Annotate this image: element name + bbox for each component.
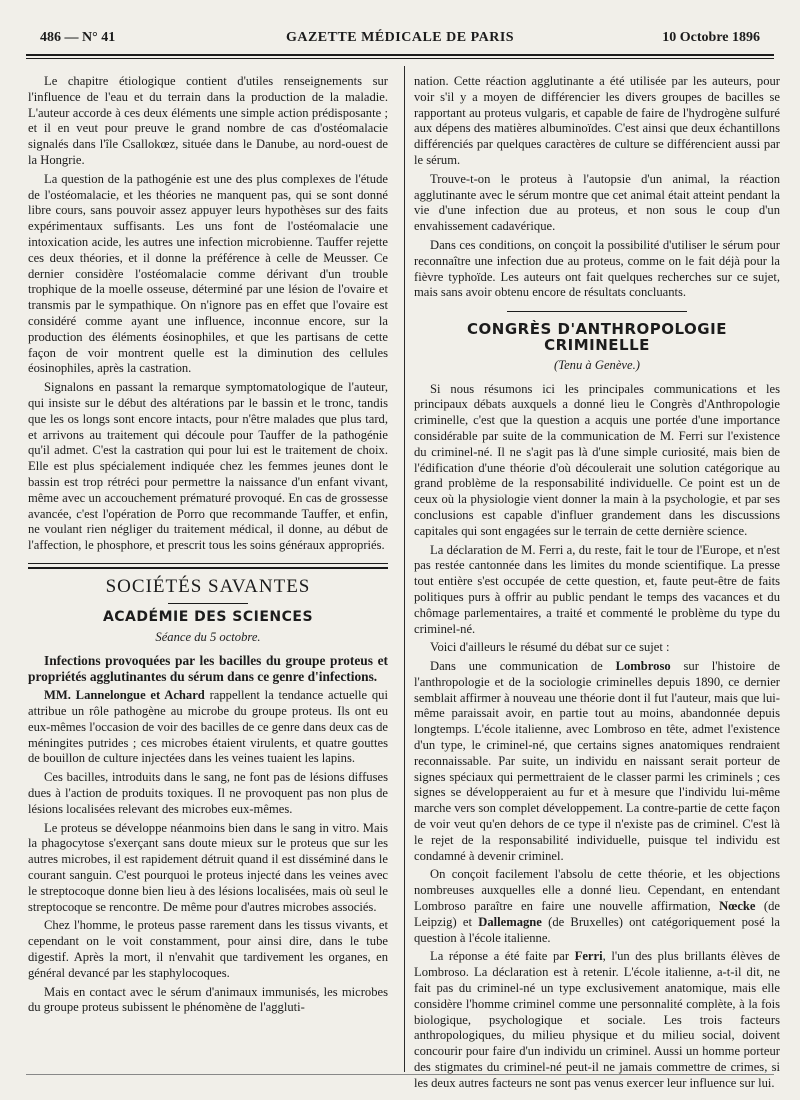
author-name: Nœcke [719,899,756,914]
issue-date: 10 Octobre 1896 [662,30,760,45]
paragraph: Chez l'homme, le proteus passe rarement dans les tissus vivants, et cependant on le voit constamment, pour ainsi dire, dans le tube digestif. Après la mort, il n'envahit que tardivement les organes, en général devancé par les staphylocoques. [28,918,388,980]
footer-rule [26,1074,774,1075]
session-date: Séance du 5 octobre. [155,629,261,644]
author-name: Lombroso [615,659,671,674]
section-rule-thick [28,567,388,569]
congress-place [414,358,780,374]
paragraph: Si nous résumons ici les principales communications et les principaux débats auxquels a donné lieu le Congrès d'Anthropologie criminelle, c'est que la question a acquis une portée d'une importance considérable par suite de la communication de M. Ferri sur l'existence du criminel-né. Il ne s'agit pas là d'une simple curiosité, mais bien de l'édification d'une théorie d'où découlerait une solution catégorique au grand problème de la responsabilité individuelle. Ce point est un de ceux où la physiologie vient donner la main à la psychologie, et par ses conclusions est capable d'influer grandement dans les discussions capitales qui sont engagées sur le terrain de cette dernière science. [414,381,780,538]
paragraph-text: On conçoit facilement l'absolu de cette théorie, et les objections nombreuses auxquelles elle a donné lieu. Cependant, en entendant Lombroso paraître en faire une nouvelle affirmation, [414,867,780,914]
paragraph: Ces bacilles, introduits dans le sang, ne font pas de lésions diffuses dues à l'action de produits toxiques. Il ne provoquent pas non plus de lésions localisées relevant des microbes eux-mêmes. [28,770,388,816]
paragraph [414,659,780,864]
paragraph: Voici d'ailleurs le résumé du débat sur ce sujet : [430,640,670,655]
article-title: Infections provoquées par les bacilles du groupe proteus et propriétés agglutinantes du sérum dans ce genre d'infections. [28,653,388,685]
paragraph: Le proteus se développe néanmoins bien dans le sang in vitro. Mais la phagocytose s'exerçant sans doute mieux sur le proteus que sur les autres microbes, il est rapidement détruit quand il est disséminé dans le courant sanguin. C'est pourquoi le proteus injecté dans les veines avec le streptocoque donne bien lieu à des lésions localisées, mais où seul le streptocoque se rencontre. De même pour d'autres microbes associés. [28,820,388,914]
paragraph-text: Dans une communication de [430,659,603,674]
congress-place-text: (Tenu à Genève.) [554,357,640,372]
paragraph-text: La réponse a été faite par [430,949,570,964]
paragraph [28,688,388,767]
author-name: Ferri [574,949,603,964]
paragraph-text: sur l'histoire de l'anthropologie et de la sociologie criminelles depuis 1890, ce dernier semblait affirmer à nouveau une théorie dont il fut l'auteur, mais que lui-même paraissait avoir, en partie tout au moins, abandonnée depuis longtemps. L'école italienne, avec Lombroso en tête, admet l'existence d'un type, le criminel-né, que certains signes anatomiques rendraient reconnaissable. Par suite, un individu en naissant serait porteur de signes spéciaux qui permettraient de le classer parmi les criminels ; ces signes se développeraient au fur et à mesure que l'individu lui-même marche vers son complet développement. La contre-partie de cette façon de voir veut qu'en dehors de ce type il n'existe pas de criminel. C'est là le rejet de la responsabilité individuelle, puisque tel individu est condamné à devenir criminel. [414,659,780,863]
paragraph-text: , l'un des plus brillants élèves de Lombroso. La déclaration est à retenir. L'école italienne, a-t-il dit, ne fait pas du criminel-né un type exclusivement anatomique, mais elle considère l'homme criminel comme une personnalité complète, à la fois biologique, psychologique et sociale. Les trois facteurs anthropologiques, du milieu physique et du milieu social, doivent concourir pour faire d'un individu un criminel. Aussi un homme porteur des stigmates du criminel-né peut-il ne jamais commettre de crimes, si les deux autres facteurs ne sont pas venus exercer leur influence sur lui. [414,949,780,1090]
paragraph-text: rappellent la tendance actuelle qui attribue un rôle pathogène au microbe du groupe proteus. Ils ont eu eux-mêmes l'occasion de voir des bacilles de ce genre dans deux cas de méningites putrides ; ces microbes étaient virulents, et quatre gouttes de bouillon de culture injectées dans les veines tuaient les lapins. [28,688,388,766]
paragraph [414,867,780,946]
short-rule [168,603,248,604]
paragraph: Signalons en passant la remarque symptomatologique de l'auteur, qui insiste sur le début des altérations par le bassin et le tronc, tandis que les os longs sont encore intacts, pour n'être malades que plus tard, et arrivons au traitement qui découle pour Tauffer de la pathogénie qu'il admet. C'est la castration qui pour lui est le traitement de choix. Elle est plus spécialement indiquée chez les femmes jeunes dont le bassin est trop rétréci pour permettre la naissance d'un enfant vivant, même avec un accouchement prématuré provoqué. En cas de grossesse avancée, c'est l'opération de Porro que recommande Tauffer, et enfin, ne voulant rien négliger du traitement médical, il donne, au début de l'affection, le phosphore, et prescrit tous les soins généraux appropriés. [28,380,388,553]
paragraph-text: (de Bruxelles) ont catégoriquement posé la question à l'école italienne. [414,914,780,945]
left-column [28,74,388,1019]
paragraph-text: (de Leipzig) et [414,899,780,929]
paragraph: La déclaration de M. Ferri a, du reste, fait le tour de l'Europe, et n'est pas restée cantonnée dans les limites du monde scientifique. La presse tout entière s'est occupée de cette question, et, faute peut-être de faits politiques purs à offrir au public pendant le temps des vacances et du chômage parlementaires, a traité et commenté le problème du type du criminel-né. [414,542,780,636]
paragraph: Mais en contact avec le sérum d'animaux immunisés, les microbes du groupe proteus subissent le phénomène de l'aggluti- [28,984,388,1015]
header-rule [26,54,774,56]
section-rule [28,563,388,564]
paragraph: Dans ces conditions, on conçoit la possibilité d'utiliser le sérum pour reconnaître une infection due au proteus, comme on le fait déjà pour la fièvre typhoïde. Les auteurs ont fait quelques recherches sur ce sujet, mais sans avoir obtenu encore de résultats concluants. [414,237,780,300]
section-title: SOCIÉTÉS SAVANTES [105,575,311,597]
author-names: MM. Lannelongue et Achard [44,688,205,703]
paragraph: Le chapitre étiologique contient d'utiles renseignements sur l'influence de l'eau et du terrain dans la production de la maladie. L'auteur accorde à ces deux éléments une simple action prédisposante ; et il en veut pour preuve le grand nombre de cas d'ostéomalacie signalés dans l'île Csallokœz, située dans le Danube, au nord-ouest de la Hongrie. [28,74,388,167]
author-name: Dallemagne [478,914,542,929]
congress-heading: CONGRÈS D'ANTHROPOLOGIE CRIMINELLE [467,320,727,354]
page-number: 486 — N° 41 [40,30,116,45]
paragraph: nation. Cette réaction agglutinante a été utilisée par les auteurs, pour voir s'il y a moyen de différencier les divers groupes de bacilles se rapportant au proteus vulgaris, et capable de faire de l'hydrogène sulfuré aux dépens des matières albuminoïdes. C'est ainsi que deux échantillons différenciés par quelques caractères de culture se différencient aussi par le sérum. [414,74,780,167]
header-rule-thin [26,58,774,59]
publication-title: GAZETTE MÉDICALE DE PARIS [285,30,515,45]
academy-heading: ACADÉMIE DES SCIENCES [102,608,314,625]
section-rule [507,311,687,312]
page-header [40,26,760,50]
paragraph: Trouve-t-on le proteus à l'autopsie d'un animal, la réaction agglutinante avec le sérum montre que cet animal était atteint pendant la vie d'une infection due au proteus, et non sous le coup d'un envahissement cadavérique. [414,171,780,234]
right-column [414,74,780,1095]
paragraph [414,949,780,1091]
paragraph: La question de la pathogénie est une des plus complexes de l'étude de l'ostéomalacie, et les théories ne manquent pas, qui se sont donné libre cours, sans pouvoir assez appuyer leurs hypothèses sur des faits expérimentaux suffisants. Les uns font de l'ostéomalacie une intoxication acide, les autres une infection microbienne. Tauffer rejette ces deux théories, et il donne la préférence à celle de Meusser. Ce dernier considère l'ostéomalacie comme dérivant d'un trouble trophique de la moelle osseuse, déterminé par une lésion de l'ovaire et transmis par le sympathique. On n'ignore pas en effet que l'ovaire est considéré comme ayant une influence, inconnue encore, sur la production des éléments éosinophiles, et que les partisans de cette façon de voir montrent quelle est la diminution des cellules éosinophiles, après la castration. [28,171,388,376]
column-divider [404,66,405,1072]
